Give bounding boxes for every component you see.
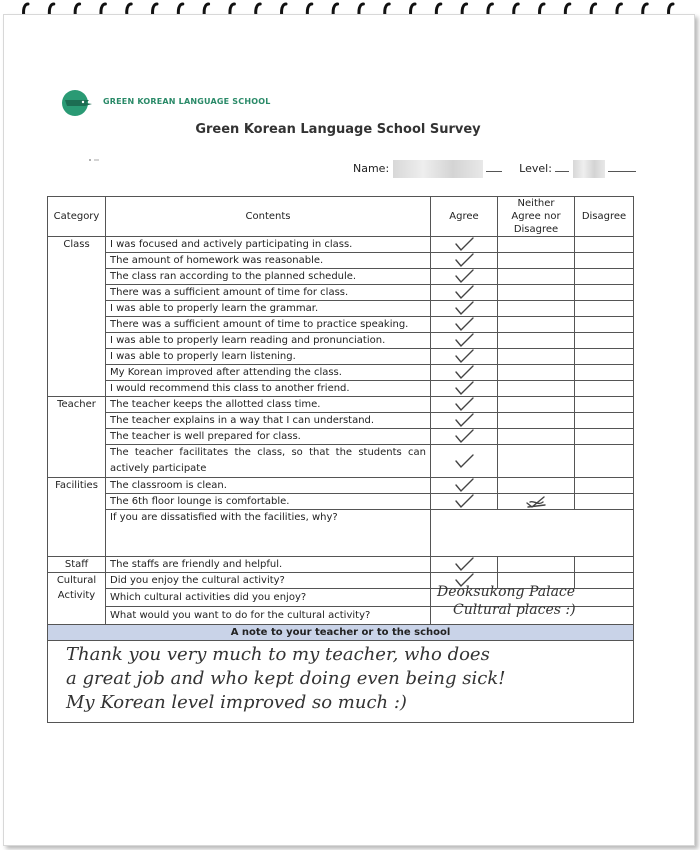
check-icon xyxy=(452,478,476,493)
check-icon xyxy=(452,253,476,268)
note-box xyxy=(47,638,634,723)
check-icon xyxy=(452,429,476,444)
table-row xyxy=(48,478,634,494)
check-icon xyxy=(452,454,476,469)
agree-check xyxy=(431,317,498,333)
category-class: Class xyxy=(48,237,106,397)
col-agree: Agree xyxy=(431,197,498,237)
agree-check xyxy=(431,365,498,381)
table-row xyxy=(48,365,634,381)
agree-check xyxy=(431,285,498,301)
note-line: Thank you very much to my teacher, who does xyxy=(66,644,490,665)
agree-check xyxy=(431,237,498,253)
school-logo xyxy=(55,88,315,118)
table-header-row xyxy=(48,197,634,237)
agree-check xyxy=(431,333,498,349)
category-cultural: Cultural Activity xyxy=(48,573,106,625)
level-redacted xyxy=(573,160,605,178)
row-text: The teacher is well prepared for class. xyxy=(106,429,431,445)
level-underline-right xyxy=(608,171,636,172)
row-text: I was able to properly learn listening. xyxy=(106,349,431,365)
row-text: There was a sufficient amount of time for class. xyxy=(106,285,431,301)
name-redacted xyxy=(393,160,483,178)
table-row xyxy=(48,445,634,478)
row-text: The teacher explains in a way that I can understand. xyxy=(106,413,431,429)
table-row xyxy=(48,301,634,317)
category-staff: Staff xyxy=(48,557,106,573)
survey-table xyxy=(47,196,634,641)
row-text: The teacher keeps the allotted class time. xyxy=(106,397,431,413)
row-text: I was able to properly learn the grammar. xyxy=(106,301,431,317)
agree-check xyxy=(431,301,498,317)
check-icon xyxy=(452,269,476,284)
row-text: My Korean improved after attending the class. xyxy=(106,365,431,381)
agree-check xyxy=(431,349,498,365)
check-icon xyxy=(452,494,476,509)
check-icon xyxy=(452,349,476,364)
row-text: The staffs are friendly and helpful. xyxy=(106,557,431,573)
table-row xyxy=(48,429,634,445)
level-label: Level: xyxy=(519,162,552,175)
check-icon xyxy=(452,317,476,332)
col-category: Category xyxy=(48,197,106,237)
table-row xyxy=(48,413,634,429)
agree-check xyxy=(431,269,498,285)
row-text: There was a sufficient amount of time to practice speaking. xyxy=(106,317,431,333)
row-text: I was able to properly learn reading and pronunciation. xyxy=(106,333,431,349)
row-text: The amount of homework was reasonable. xyxy=(106,253,431,269)
agree-check xyxy=(431,413,498,429)
which-activities-answer: Deoksukong Palace xyxy=(437,584,576,600)
check-icon xyxy=(452,557,476,572)
check-icon xyxy=(452,285,476,300)
scribble-check-icon xyxy=(522,494,550,509)
category-facilities: Facilities xyxy=(48,478,106,557)
category-teacher: Teacher xyxy=(48,397,106,478)
logo-icon xyxy=(55,88,99,118)
col-disagree: Disagree xyxy=(575,197,634,237)
table-row xyxy=(48,237,634,253)
table-row xyxy=(48,510,634,557)
row-text: What would you want to do for the cultural activity? xyxy=(106,607,431,625)
table-row xyxy=(48,253,634,269)
check-icon xyxy=(452,301,476,316)
col-contents: Contents xyxy=(106,197,431,237)
agree-check xyxy=(431,397,498,413)
table-row xyxy=(48,381,634,397)
check-icon xyxy=(452,397,476,412)
table-row xyxy=(48,269,634,285)
row-text: Did you enjoy the cultural activity? xyxy=(106,573,431,589)
survey-title: Green Korean Language School Survey xyxy=(195,122,481,137)
neither-check xyxy=(498,494,575,510)
note-line: a great job and who kept doing even being sick! xyxy=(66,668,506,689)
row-text: The class ran according to the planned schedule. xyxy=(106,269,431,285)
agree-check xyxy=(431,429,498,445)
check-icon xyxy=(452,237,476,252)
level-underline-left xyxy=(555,171,569,172)
agree-check xyxy=(431,557,498,573)
table-row xyxy=(48,349,634,365)
row-text: The classroom is clean. xyxy=(106,478,431,494)
row-text: I would recommend this class to another friend. xyxy=(106,381,431,397)
stray-mark xyxy=(88,157,102,163)
dissatisfied-answer xyxy=(431,510,634,557)
check-icon xyxy=(452,413,476,428)
logo-text: GREEN KOREAN LANGUAGE SCHOOL xyxy=(103,97,271,106)
agree-check xyxy=(431,381,498,397)
row-text: Which cultural activities did you enjoy? xyxy=(106,589,431,607)
agree-check xyxy=(431,494,498,510)
want-to-do-answer: Cultural places :) xyxy=(453,602,576,618)
agree-check xyxy=(431,253,498,269)
table-row xyxy=(48,317,634,333)
row-text: If you are dissatisfied with the facilities, why? xyxy=(106,510,431,557)
check-icon xyxy=(452,365,476,380)
agree-check xyxy=(431,478,498,494)
table-row xyxy=(48,333,634,349)
check-icon xyxy=(452,333,476,348)
note-line: My Korean level improved so much :) xyxy=(66,692,407,713)
check-icon xyxy=(452,381,476,396)
row-text: I was focused and actively participating in class. xyxy=(106,237,431,253)
agree-check xyxy=(431,445,498,478)
row-text: The teacher facilitates the class, so that the students can actively participate xyxy=(106,445,431,478)
name-label: Name: xyxy=(353,162,390,175)
table-row xyxy=(48,494,634,510)
row-text: The 6th floor lounge is comfortable. xyxy=(106,494,431,510)
name-level-row xyxy=(353,160,636,178)
note-heading: A note to your teacher or to the school xyxy=(48,625,634,641)
table-row xyxy=(48,397,634,413)
table-row xyxy=(48,285,634,301)
table-row xyxy=(48,607,634,625)
table-row xyxy=(48,557,634,573)
name-underline xyxy=(486,171,502,172)
want-to-do-cell xyxy=(431,602,634,625)
col-neither: Neither Agree nor Disagree xyxy=(498,197,575,237)
